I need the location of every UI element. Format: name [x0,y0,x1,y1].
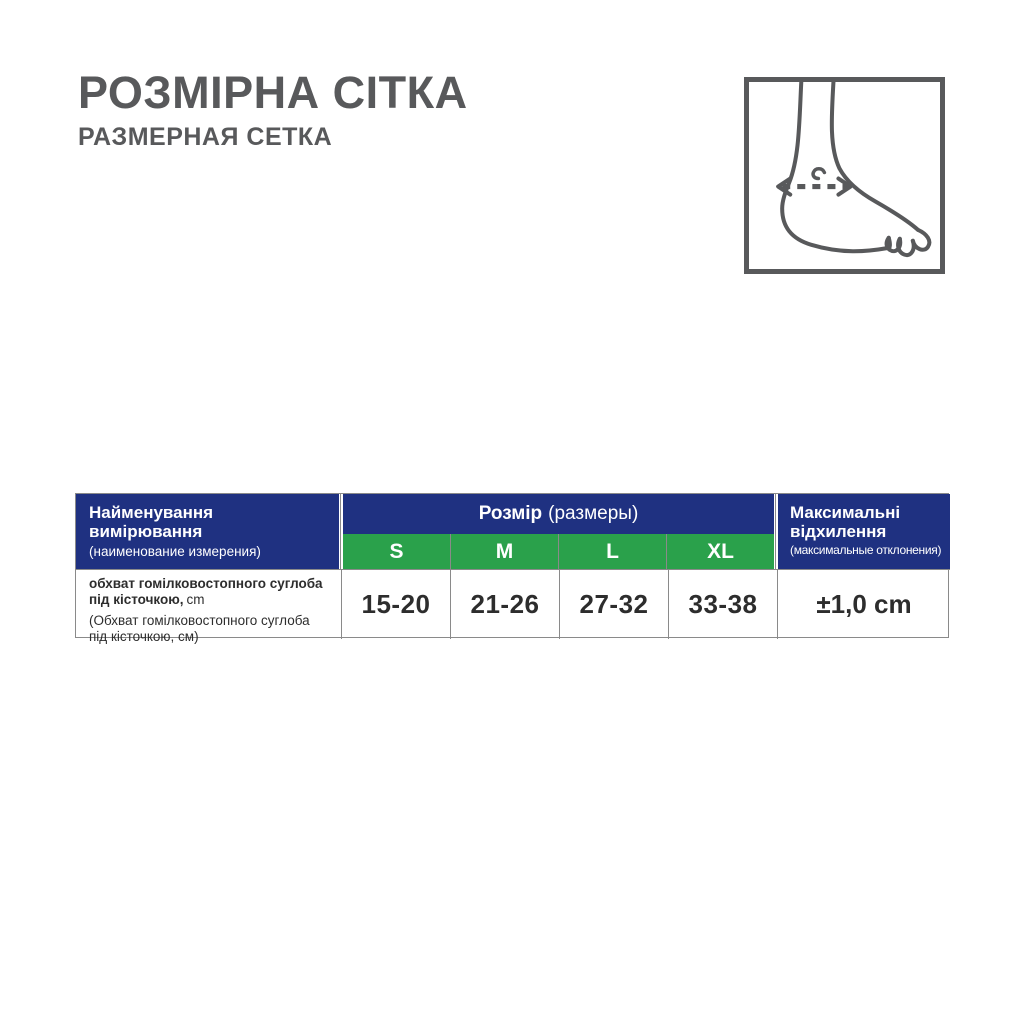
size-table [75,493,949,644]
measurement-name-alt: (Обхват гомілковостопного суглоба під кісточкою, см) [89,613,310,644]
size-header-title: Розмір [478,503,543,524]
measurement-header-line2: вимірювання [89,522,203,541]
value-size-l: 27-32 [559,570,668,639]
table-row [76,569,950,644]
size-label-l: L [558,534,666,569]
header-divider-right [774,494,778,569]
measurement-name [89,576,331,607]
deviation-header-cell [778,494,950,569]
value-size-xl: 33-38 [668,570,777,639]
deviation-header-line2: відхилення [790,522,887,541]
measurement-name-text: обхват гомілковостопного суглоба під кісточкою, [89,576,323,607]
measurement-name-cell [76,570,341,644]
size-label-s: S [389,539,404,563]
size-label-m: M [450,534,558,569]
value-size-s: 15-20 [341,570,450,639]
measurement-unit: cm [186,591,205,607]
measurement-header-subtitle: (наименование измерения) [89,544,261,559]
value-size-m: 21-26 [450,570,559,639]
measurement-header-line1: Найменування [89,503,214,522]
deviation-header-line1: Максимальні [790,503,901,522]
header-divider-left [339,494,343,569]
page-subtitle: РАЗМЕРНАЯ СЕТКА [78,123,333,151]
size-label-xl: XL [666,534,774,569]
size-header-subtitle: (размеры) [548,503,639,524]
size-labels-row [343,534,774,569]
title-block [78,67,468,151]
deviation-header-subtitle: (максимальные отклонения) [790,543,942,557]
foot-outline-drawing [749,82,940,269]
value-max-deviation: ±1,0 cm [777,570,950,639]
page-title: РОЗМІРНА СІТКА [78,67,468,118]
ankle-measure-icon [744,77,945,274]
size-header-cell [343,494,774,534]
measurement-header-cell [76,494,339,569]
